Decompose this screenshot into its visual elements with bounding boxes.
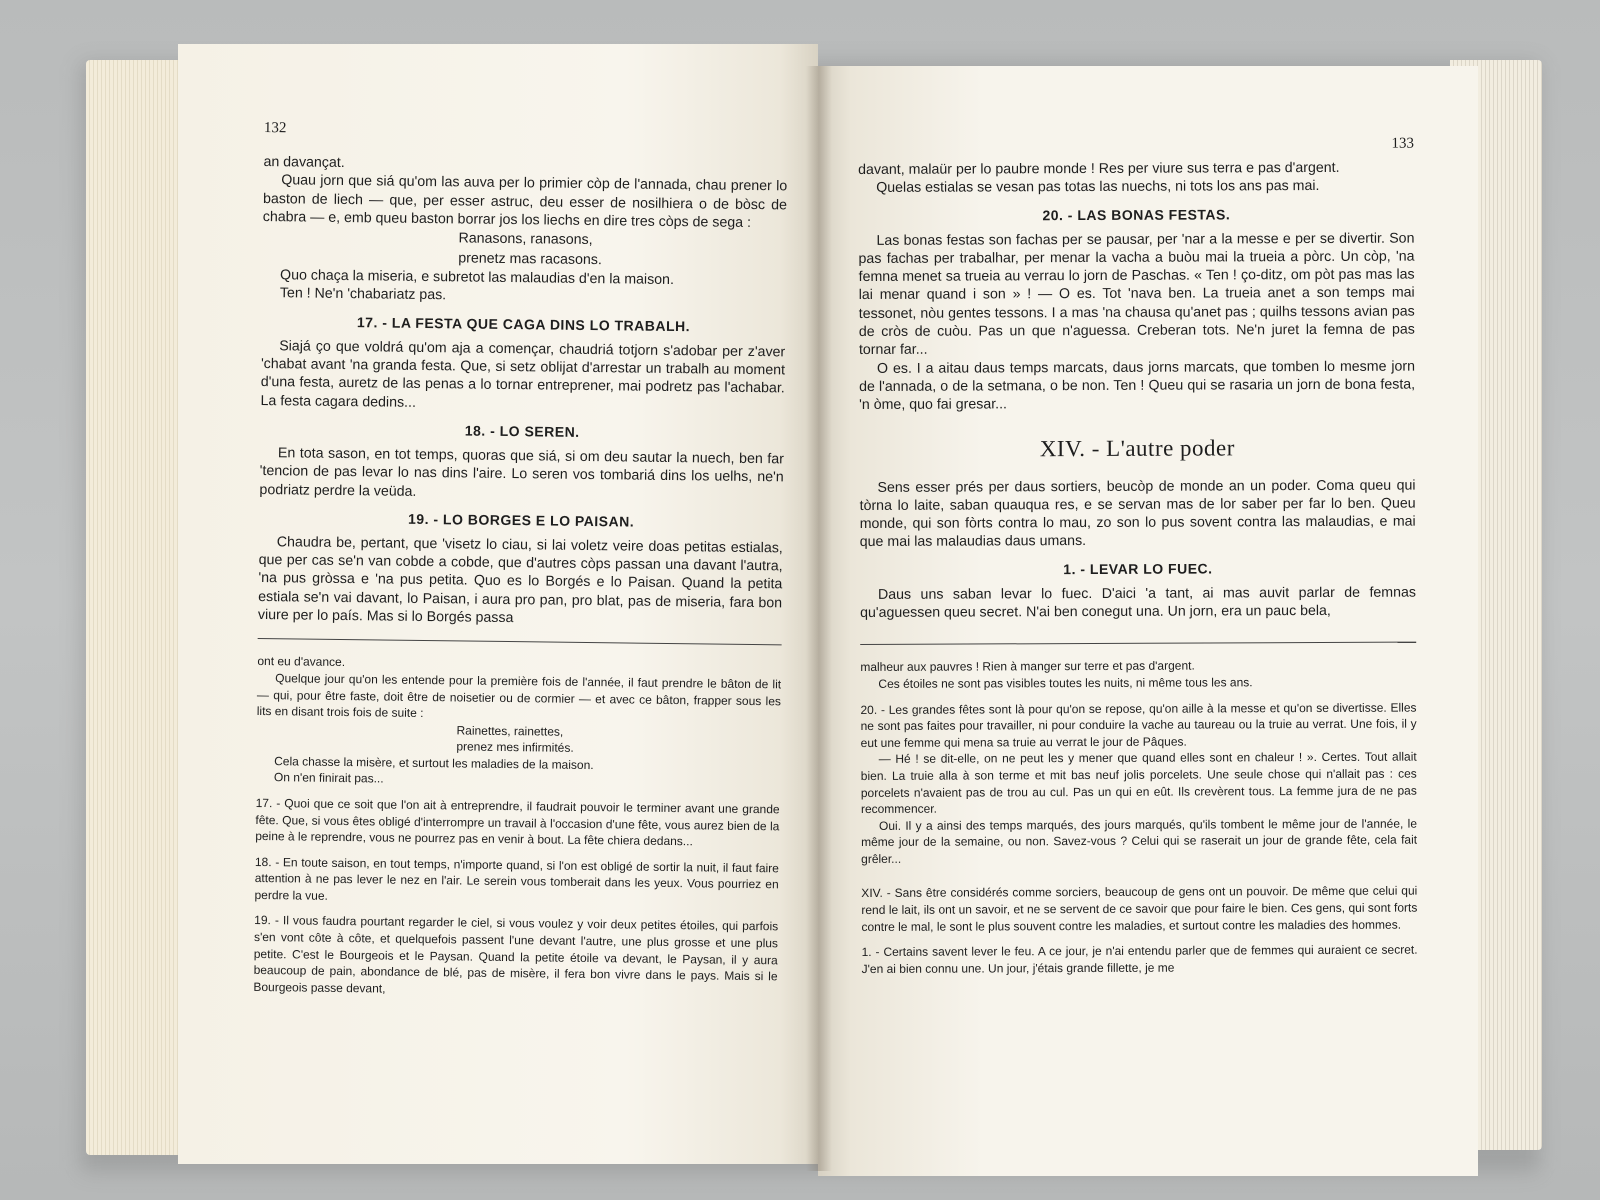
footnote-verse-line: Rainettes, rainettes, [456, 723, 564, 739]
footnotes-right [860, 657, 1417, 978]
footnote-text: — Hé ! se dit-elle, on ne peut les y mener que quand elles sont en chaleur ! ». Certes. Tout allait bien. La truie alla à son terme et mit bas neuf jolis porcelets. Une seule chose qui n'allait pas : ces porcelets n'avaient pas de trou au cul. Pas un qui en eût. Ils crevèrent tous. La femme jura de ne pas recommencer. [860, 749, 1417, 817]
paragraph: Siajá ço que voldrá qu'om aja a començar, chaudriá totjorn s'adobar per z'aver 'chabat avant 'na granda festa. Que, si setz oblijat d'arrestar un trabalh au moment d'una festa, auretz de las penas a lo tornar entreprener, mai podretz pas l'achabar. La festa cagara dedins... [260, 337, 786, 411]
page-number-right: 133 [1391, 135, 1415, 152]
section-heading-18: 18. - LO SEREN. [464, 422, 580, 440]
paragraph: O es. I a aitau daus temps marcats, daus jorns marcats, que tomben lo mesme jorn de l'annada, o de la setmana, o be non. Ten ! Queu qui se rasaria un jorn de bona festa, 'n òme, quo fai gresar... [859, 358, 1416, 414]
footnote-text: On n'en finirait pas... [273, 770, 384, 786]
section-heading-19: 19. - LO BORGES E LO PAISAN. [407, 510, 635, 530]
footnote-19: 19. - Il vous faudra pourtant regarder le ciel, si vous voulez y voir deux petites étoiles, qui parfois s'en vont côte à côte, et quelquefois passent l'une devant l'autre, une plus grosse et une plus petite. C'est le Bourgeois et le Paysan. Quand la petite étoile va devant, le Paysan, il y aura beaucoup de pain, abondance de blé, pas de misère, il fera bon vivre dans le pays. Mais si le Bourgeois passe devant, [253, 913, 779, 996]
paragraph: Chaudra be, pertant, que 'visetz lo ciau, si lai voletz veire doas petitas estialas, que per cas se'n van cobde a cobde, que d'autres còps passan una davant l'autra, 'na pus gròssa e 'na pus petita. Quo es lo Borgés e lo Paisan. Quand la petita estiala se'n vai davant, lo Paisan, i aura pro pan, pro blat, pas de miseria, fara bon viure per lo país. Mas si lo Borgés passa [257, 534, 783, 627]
footnote-divider [860, 642, 1416, 645]
footnote-xiv: XIV. - Sans être considérés comme sorciers, beaucoup de gens ont un pouvoir. De même que celui qui rend le lait, ils ont un savoir, et ne se servent de ce savoir que pour faire le bien. Ces gens, qui sont forts contre le mal, le sont le plus souvent contre les maladies, et surtout contre les maladies des hommes. [861, 884, 1418, 934]
paragraph: Sens esser prés per daus sortiers, beucòp de monde an un poder. Coma queu qui tòrna lo laite, saban quauqua res, e se servan mas de lor saber per far lo ben. Queu monde, qui son fòrts contra lo mau, zo son lo pus sovent contra las malaudias, e mai que mai las malaudias daus umans. [859, 477, 1416, 551]
verse-line: Ranasons, ranasons, [458, 230, 593, 249]
section-heading-20: 20. - LAS BONAS FESTAS. [1042, 205, 1231, 223]
footnote-divider [258, 638, 782, 645]
footnote-1: 1. - Certains savent lever le feu. A ce jour, je n'ai entendu parler que de femmes qui auraient ce secret. J'en ai bien connu une. Un jour, j'étais grande fillette, je me [861, 942, 1418, 976]
footnote-text: malheur aux pauvres ! Rien à manger sur terre et pas d'argent. [860, 658, 1195, 675]
paragraph: Daus uns saban levar lo fuec. D'aici 'a tant, ai mas auvit parlar de femnas qu'aguessen queu secret. N'ai ben conegut una. Un jorn, era un pauc bela, [860, 584, 1417, 622]
footnote-text: Ces étoiles ne sont pas visibles toutes les nuits, ni même tous les ans. [878, 675, 1253, 691]
footnotes-left [253, 653, 781, 1001]
verse-line: prenetz mas racasons. [458, 250, 602, 269]
paragraph: an davançat. [263, 153, 345, 171]
footnote-18: 18. - En toute saison, en tout temps, n'importe quand, si l'on est obligé de sortir la nuit, il faut faire attention à ne pas lever le nez en l'air. Le serein vous tomberait dans les yeux. Vous pourriez en perdre la vue. [254, 854, 779, 903]
page-number-left: 132 [263, 120, 287, 137]
paragraph: Ten ! Ne'n 'chabariatz pas. [279, 285, 447, 304]
section-heading-1: 1. - LEVAR LO FUEC. [1063, 560, 1213, 577]
paragraph: En tota sason, en tot temps, quoras que siá, si om deu sautar la nuech, ben far 'tencion de pas levar lo nas dins l'aire. Lo seren vos tombariá dins los uelhs, ne'n podriatz perdre la veüda. [259, 445, 784, 500]
footnote-20: 20. - Les grandes fêtes sont là pour qu'on se repose, qu'on aille à la messe et qu'on se divertisse. Elles ne sont pas faites pour travailler, ni pour conduire la vache au taureau ou la truie au verrat. Une fois, il y eut une femme qui mena sa truie au verrat le jour de Pâques. [860, 700, 1417, 750]
footnote-text: Cela chasse la misère, et surtout les maladies de la maison. [274, 753, 594, 772]
paragraph: Las bonas festas son fachas per se pausar, per 'nar a la messe e per se divertir. Son pas fachas per trabalhar, per menar la vacha a buòu mai la trueia a pòrc. Un còp, 'na femna menet sa trueia au verrau lo jorn de Paschas. « Ten ! ço-ditz, om pòt pas mas las lai menar quand i son » ! — O es. Tot 'nava ben. La trueia anet a son temps mai tessonet, nòu gentes tessons. I a mas 'na chausa qu'anet pas ; quilhs tessons avian pas de cròs de cuòu. Pas un que n'aguessa. Creberan tots. Ne'n juret la femna de pas tornar far... [858, 230, 1415, 359]
right-page-content [858, 136, 1418, 978]
paragraph: Quelas estialas se vesan pas totas las nuechs, ni tots los ans pas mai. [876, 178, 1320, 197]
paragraph: Quo chaça la miseria, e subretot las malaudias d'en la maison. [280, 267, 675, 289]
footnote-verse-line: prenez mes infirmités. [456, 739, 574, 756]
footnote-17: 17. - Quoi que ce soit que l'on ait à entreprendre, il faudrait pouvoir le terminer avant une grande fête. Que, si vous êtes obligé d'interrompre un travail à l'occasion d'une fête, vous aurez bien de la peine à le reprendre, vous ne pourrez pas en venir à bout. La fête chiera dedans... [255, 795, 780, 849]
paragraph: davant, malaür per lo paubre monde ! Res per viure sus terra e pas d'argent. [858, 159, 1340, 178]
footnote-text: Quelque jour qu'on les entende pour la première fois de l'année, il faut prendre le bâton de lit — qui, pour être faste, doit être de noisetier ou de cormier — et avec ce bâton, frapper sous les lits en disant trois fois de suite : [256, 671, 782, 721]
paragraph: Quau jorn que siá qu'om las auva per lo primier còp de l'annada, chau prener lo baston de liech — que, per esser astruc, deu esser de nosilhiera o de bòsc de chabra — e, emb queu baston borrar jos los liechs en dire tres còps de sega : [262, 172, 788, 231]
left-page-content [253, 120, 788, 1002]
section-heading-17: 17. - LA FESTA QUE CAGA DINS LO TRABALH. [356, 313, 691, 335]
book-gutter [806, 66, 832, 1171]
footnote-text: Oui. Il y a ainsi des temps marqués, des jours marqués, qu'ils tombent le même jour de l'année, le même jour de la semaine, ou non. Savez-vous ? Celui qui se raserait un jour de grande fête, cela fait grêler... [861, 816, 1418, 866]
chapter-heading: XIV. - L'autre poder [1039, 434, 1235, 461]
footnote-text: ont eu d'avance. [257, 654, 346, 670]
